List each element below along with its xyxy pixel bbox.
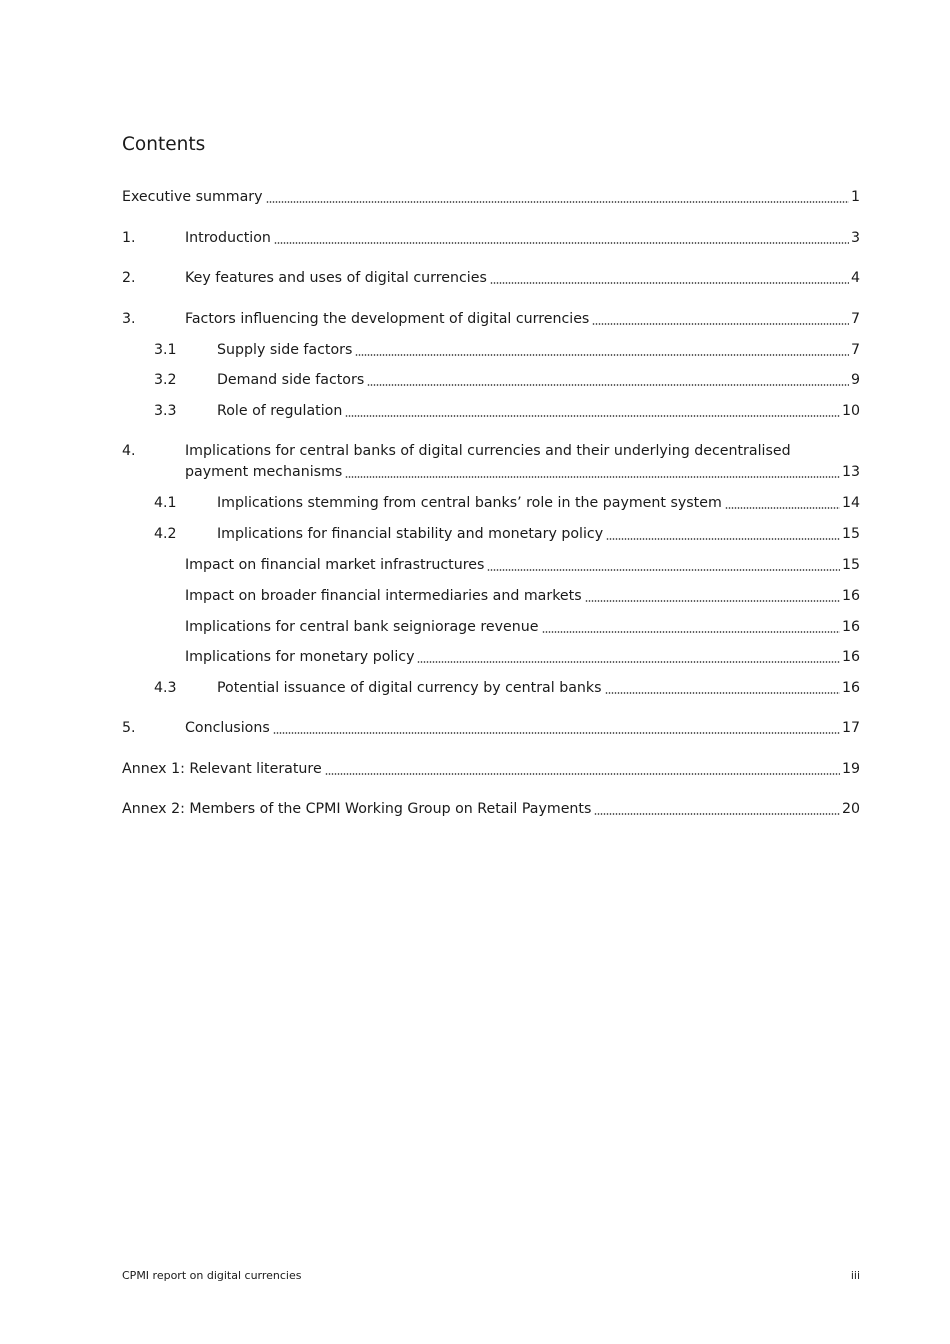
toc-entry-page: 4 [850, 270, 860, 286]
leader-dots [592, 323, 849, 325]
leader-dots [594, 813, 840, 815]
toc-entry-number: 4. [122, 443, 136, 459]
toc-entry-number: 4.3 [154, 680, 177, 696]
toc-entry-title: Supply side factors [217, 342, 353, 358]
toc-entry-financial-stability[interactable] [122, 524, 860, 545]
leader-dots [542, 631, 840, 633]
footer-page-number: iii [850, 1269, 860, 1282]
toc-entry-page: 19 [841, 761, 860, 777]
toc-entry-annex-2[interactable] [122, 799, 860, 820]
leader-dots [273, 732, 840, 734]
leader-dots [585, 600, 840, 602]
toc-entry-role-of-regulation[interactable] [122, 401, 860, 422]
toc-entry-title: Executive summary [122, 189, 263, 205]
toc-entry-title: Implications for financial stability and monetary policy [217, 526, 604, 542]
toc-entry-title-line2: payment mechanisms [185, 464, 343, 480]
toc-entry-number: 3.2 [154, 372, 177, 388]
toc-entry-number: 1. [122, 230, 136, 246]
toc-entry-page: 9 [850, 372, 860, 388]
toc-entry-annex-1[interactable] [122, 759, 860, 780]
leader-dots [606, 538, 840, 540]
toc-entry-page: 14 [841, 495, 860, 511]
toc-entry-title: Impact on financial market infrastructures [185, 557, 485, 573]
toc-entry-conclusions[interactable] [122, 718, 860, 739]
leader-dots [266, 201, 849, 203]
toc-entry-page: 15 [841, 526, 860, 542]
toc-entry-title: Potential issuance of digital currency by central banks [217, 680, 602, 696]
toc-entry-factors[interactable] [122, 309, 860, 330]
toc-entry-title: Implications for monetary policy [185, 649, 415, 665]
toc-entry-title: Implications for central bank seigniorage revenue [185, 619, 539, 635]
toc-entry-monetary-policy[interactable] [122, 647, 860, 668]
toc-entry-implications-central-banks[interactable] [122, 441, 860, 483]
toc-entry-page: 15 [841, 557, 860, 573]
toc-entry-page: 7 [850, 342, 860, 358]
toc-entry-demand-side[interactable] [122, 370, 860, 391]
toc-entry-title-line1: Implications for central banks of digital currencies and their underlying decentralised [185, 443, 791, 459]
toc-entry-payment-system-role[interactable] [122, 493, 860, 514]
toc-entry-seigniorage[interactable] [122, 617, 860, 638]
leader-dots [490, 282, 849, 284]
toc-entry-introduction[interactable] [122, 228, 860, 249]
leader-dots [325, 773, 840, 775]
toc-entry-title: Role of regulation [217, 403, 343, 419]
leader-dots [487, 569, 840, 571]
footer-report-title: CPMI report on digital currencies [122, 1269, 302, 1282]
leader-dots [725, 507, 840, 509]
toc-entry-title: Conclusions [185, 720, 270, 736]
toc-entry-number: 4.1 [154, 495, 177, 511]
leader-dots [274, 242, 849, 244]
toc-entry-supply-side[interactable] [122, 340, 860, 361]
toc-entry-page: 13 [841, 464, 860, 480]
toc-entry-issuance[interactable] [122, 678, 860, 699]
toc-entry-title: Factors influencing the development of digital currencies [185, 311, 590, 327]
toc-entry-number: 3.1 [154, 342, 177, 358]
leader-dots [345, 476, 840, 478]
leader-dots [355, 354, 849, 356]
leader-dots [605, 692, 840, 694]
toc-entry-page: 17 [841, 720, 860, 736]
toc-entry-page: 16 [841, 649, 860, 665]
toc-entry-page: 16 [841, 588, 860, 604]
toc-entry-key-features[interactable] [122, 268, 860, 289]
toc-entry-page: 16 [841, 619, 860, 635]
toc-entry-number: 5. [122, 720, 136, 736]
toc-entry-executive-summary[interactable] [122, 187, 860, 208]
toc-entry-page: 16 [841, 680, 860, 696]
toc-entry-title: Key features and uses of digital currencies [185, 270, 487, 286]
leader-dots [417, 661, 839, 663]
leader-dots [345, 415, 840, 417]
toc-entry-broader-intermediaries[interactable] [122, 586, 860, 607]
toc-entry-page: 7 [850, 311, 860, 327]
toc-entry-fmi-impact[interactable] [122, 555, 860, 576]
toc-entry-title: Introduction [185, 230, 271, 246]
leader-dots [367, 384, 849, 386]
toc-entry-title: Implications stemming from central banks’ role in the payment system [217, 495, 722, 511]
toc-entry-title: Annex 1: Relevant literature [122, 761, 322, 777]
toc-entry-title: Impact on broader financial intermediaries and markets [185, 588, 582, 604]
toc-entry-number: 3.3 [154, 403, 177, 419]
toc-entry-page: 10 [841, 403, 860, 419]
toc-entry-number: 4.2 [154, 526, 177, 542]
page-title: Contents [122, 134, 206, 155]
toc-entry-number: 2. [122, 270, 136, 286]
toc-entry-page: 3 [850, 230, 860, 246]
toc-entry-title: Annex 2: Members of the CPMI Working Group on Retail Payments [122, 801, 592, 817]
toc-entry-title: Demand side factors [217, 372, 365, 388]
toc-entry-page: 1 [850, 189, 860, 205]
toc-entry-page: 20 [841, 801, 860, 817]
toc-entry-number: 3. [122, 311, 136, 327]
